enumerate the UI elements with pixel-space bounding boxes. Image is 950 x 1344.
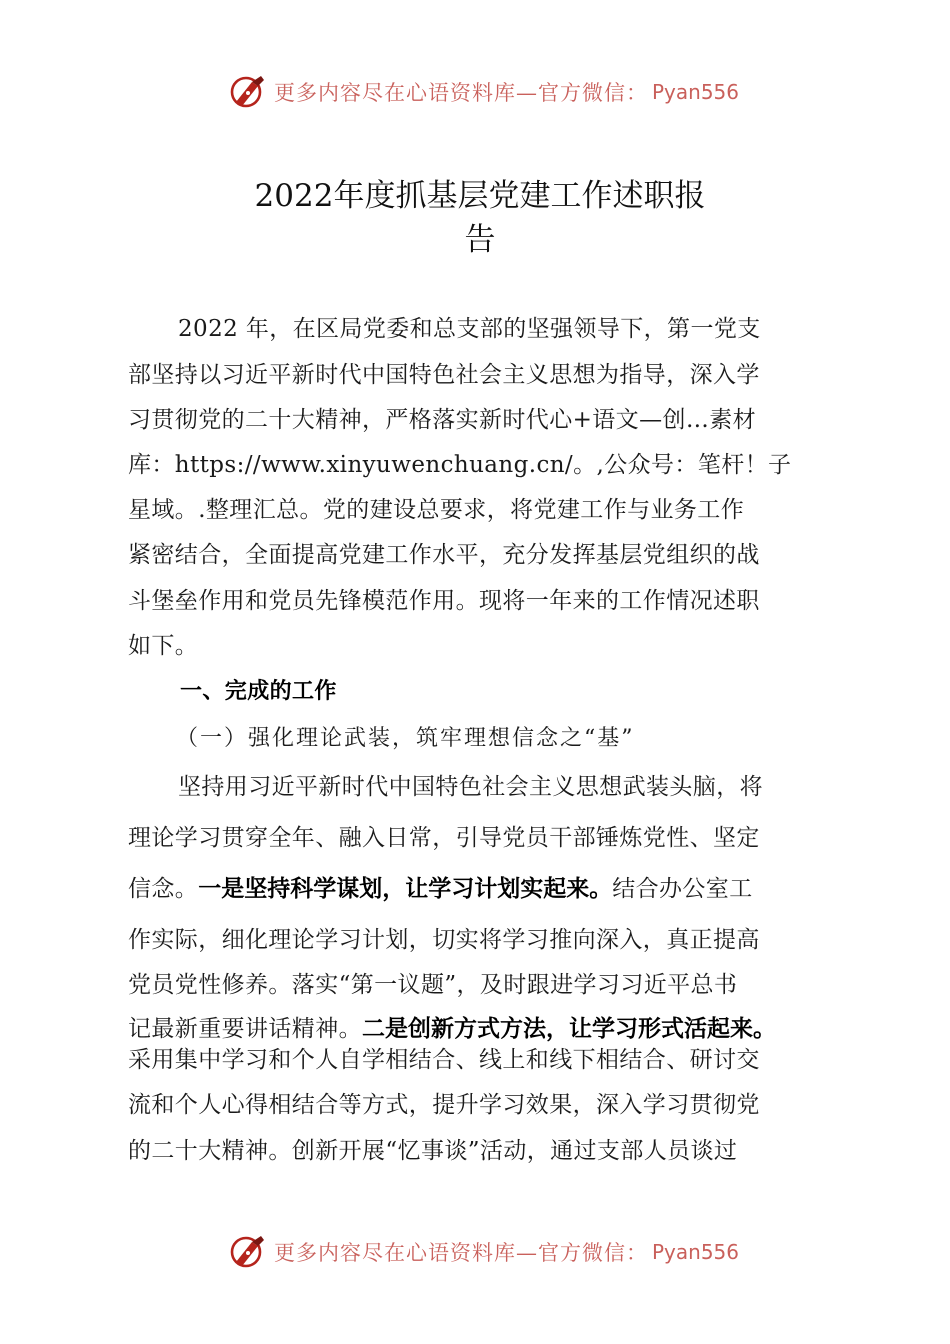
text-run: 结合办公室工 [612,876,753,902]
footer-banner [228,1230,748,1274]
paragraph-line: 星域。.整理汇总。党的建设总要求，将党建工作与业务工作 [128,497,745,523]
paragraph-line: 流和个人心得相结合等方式，提升学习效果，深入学习贯彻党 [128,1092,760,1118]
banner-text: 更多内容尽在心语资料库—官方微信： [274,1241,648,1265]
paragraph-line: 理论学习贯穿全年、融入日常，引导党员干部锤炼党性、坚定 [128,825,760,851]
paragraph-line: 紧密结合，全面提高党建工作水平，充分发挥基层党组织的战 [128,542,760,568]
text-run: 信念。 [128,876,199,902]
wechat-handle: Pyan556 [652,1240,740,1264]
paragraph-line: 党员党性修养。落实“第一议题”，及时跟进学习习近平总书 [128,972,738,998]
paragraph-line: 坚持用习近平新时代中国特色社会主义思想武装头脑，将 [178,774,763,800]
pen-nib-logo-icon [228,72,268,112]
wechat-handle: Pyan556 [652,80,740,104]
paragraph-line [128,1014,776,1044]
paragraph-line: 的二十大精神。创新开展“忆事谈”活动，通过支部人员谈过 [128,1138,738,1164]
subsection-heading: （一）强化理论武装，筑牢理想信念之“基” [176,726,635,751]
title-line-1: 2022年度抓基层党建工作述职报 [254,178,706,214]
paragraph-line [128,874,753,904]
banner-text: 更多内容尽在心语资料库—官方微信： [274,81,648,105]
paragraph-line: 部坚持以习近平新时代中国特色社会主义思想为指导，深入学 [128,362,760,388]
pen-nib-logo-icon [228,1232,268,1272]
paragraph-line: 库：https://www.xinyuwenchuang.cn/。,公众号：笔杆！子 [128,452,792,478]
bold-highlight: 二是创新方式方法，让学习形式活起来。 [362,1016,776,1042]
section-heading: 一、完成的工作 [180,679,337,704]
paragraph-line: 2022 年，在区局党委和总支部的坚强领导下，第一党支 [178,316,761,342]
header-banner [228,70,748,114]
paragraph-line: 如下。 [128,633,199,659]
bold-highlight: 一是坚持科学谋划，让学习计划实起来。 [198,876,613,902]
document-title [200,174,760,262]
paragraph-line: 采用集中学习和个人自学相结合、线上和线下相结合、研讨交 [128,1047,760,1073]
paragraph-line: 作实际，细化理论学习计划，切实将学习推向深入，真正提高 [128,927,760,953]
title-line-2: 告 [464,222,496,258]
text-run: 记最新重要讲话精神。 [128,1016,362,1042]
paragraph-line: 斗堡垒作用和党员先锋模范作用。现将一年来的工作情况述职 [128,588,760,614]
paragraph-line: 习贯彻党的二十大精神，严格落实新时代心+语文—创…素材 [128,407,757,433]
